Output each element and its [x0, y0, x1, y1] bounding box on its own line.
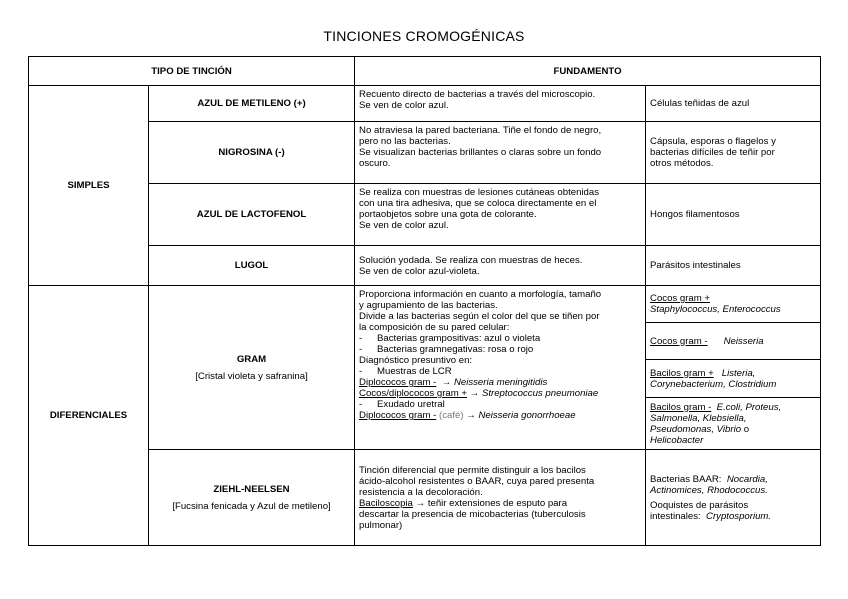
result-cell [646, 184, 821, 246]
result-cell [646, 360, 821, 398]
fund-line: No atraviesa la pared bacteriana. Tiñe el fondo de negro, [359, 125, 602, 136]
fund-line: Diagnóstico presuntivo en: [359, 355, 473, 366]
result-text: Cápsula, esporas o flagelos y [650, 136, 776, 147]
fund-line: Proporciona información en cuanto a morfología, tamaño [359, 289, 602, 300]
fund-line: Se realiza con muestras de lesiones cutáneas obtenidas [359, 187, 600, 198]
result-cell [646, 122, 821, 184]
organism: Cryptosporium. [706, 510, 772, 522]
fund-line: oscuro. [359, 158, 391, 169]
result-head: Cocos gram + [650, 293, 710, 304]
organism: Neisseria gonorrhoeae [478, 410, 576, 421]
fund-line [359, 498, 641, 509]
fund-line: Se ven de color azul-violeta. [359, 265, 480, 277]
result-text: Células teñidas de azul [650, 98, 750, 109]
result-cell [646, 246, 821, 286]
fund-line: Recuento directo de bacterias a través del microscopio. [359, 89, 596, 100]
stains-table [28, 56, 821, 546]
dip2-label: Diplococos gram - [359, 410, 437, 421]
stain-name [149, 122, 355, 184]
result-head: Bacilos gram - [650, 401, 712, 413]
fund-line [359, 410, 641, 421]
baciloscopia-label: Baciloscopia [359, 497, 413, 509]
fund-bullet [359, 399, 641, 410]
result-cell [646, 323, 821, 360]
fundamento-cell [355, 286, 646, 450]
fund-line: Tinción diferencial que permite distinguir a los bacilos [359, 464, 586, 476]
stain-name [149, 286, 355, 450]
fund-line [359, 388, 641, 399]
fundamento-cell [355, 86, 646, 122]
category-simples: SIMPLES [29, 86, 149, 286]
bullet-text: Bacterias gramnegativas: rosa o rojo [377, 344, 534, 355]
stain-name [149, 86, 355, 122]
bullet-text: Exudado uretral [377, 399, 445, 410]
fund-text: teñir extensiones de esputo para [427, 497, 568, 509]
fund-line: la composición de su pared celular: [359, 322, 510, 333]
result-text: bacterias difíciles de teñir por [650, 147, 775, 158]
organism: Neisseria meningitidis [453, 377, 548, 388]
fund-line: Se visualizan bacterias brillantes o claras sobre un fondo [359, 147, 602, 158]
stain-nigrosina: NIGROSINA (-) [218, 147, 285, 158]
fund-line: ácido-alcohol resistentes o BAAR, cuya pared presenta [359, 475, 595, 487]
organism: Listeria, [721, 367, 756, 379]
arrow-icon: → [469, 388, 480, 399]
fundamento-cell [355, 122, 646, 184]
page-title: TINCIONES CROMOGÉNICAS [323, 28, 525, 44]
organism: Helicobacter [650, 434, 704, 446]
fund-bullet [359, 333, 641, 344]
header-row [29, 57, 821, 86]
fund-bullet [359, 366, 641, 377]
organism: Streptococcus pneumoniae [481, 388, 599, 399]
result-cell [646, 86, 821, 122]
fundamento-cell [355, 246, 646, 286]
dip1-label: Diplococos gram - [359, 377, 437, 388]
fund-line: y agrupamiento de las bacterias. [359, 300, 498, 311]
fund-line: con una tira adhesiva, que se coloca directamente en el [359, 198, 597, 209]
result-text: Ooquistes de parásitos [650, 499, 749, 511]
arrow-icon: → [441, 377, 452, 388]
stain-name [149, 184, 355, 246]
header-fundamento: FUNDAMENTO [355, 57, 821, 86]
fundamento-cell [355, 184, 646, 246]
result-text: Hongos filamentosos [650, 209, 740, 220]
fund-line: Divide a las bacterias según el color del que se tiñen por [359, 311, 600, 322]
result-head: Cocos gram - [650, 335, 708, 347]
fund-line: Solución yodada. Se realiza con muestras de heces. [359, 254, 583, 266]
fund-line: resistencia a la decoloración. [359, 486, 483, 498]
organism: Nocardia, [726, 473, 768, 485]
bullet-text: Muestras de LCR [377, 366, 452, 377]
result-text: Parásitos intestinales [650, 260, 741, 271]
bullet-dash: - [359, 399, 363, 410]
bullet-dash: - [359, 366, 363, 377]
result-text: o [743, 423, 750, 435]
header-tipo: TIPO DE TINCIÓN [29, 57, 355, 86]
result-text: otros métodos. [650, 158, 714, 169]
bullet-dash: - [359, 344, 363, 355]
organism: Neisseria [723, 335, 764, 347]
fund-line: portaobjetos sobre una gota de colorante. [359, 209, 537, 220]
table-row [29, 286, 821, 323]
fund-bullet [359, 344, 641, 355]
stain-gram: GRAM [236, 353, 267, 365]
stain-gram-reagents: [Cristal violeta y safranina] [195, 370, 308, 382]
result-head: intestinales: [650, 510, 701, 522]
organism: Pseudomonas, Vibrio [650, 423, 742, 435]
organism: Corynebacterium, Clostridium [650, 378, 777, 390]
stain-name [149, 246, 355, 286]
fundamento-cell [355, 450, 646, 546]
organism: E.coli, Proteus, [716, 401, 782, 413]
fund-line: Se ven de color azul. [359, 220, 449, 231]
cocos-label: Cocos/diplococos gram + [359, 388, 467, 399]
fund-line: Se ven de color azul. [359, 100, 449, 111]
result-cell [646, 450, 821, 546]
table-row [29, 86, 821, 122]
fund-line: pero no las bacterias. [359, 136, 451, 147]
bullet-text: Bacterias grampositivas: azul o violeta [377, 333, 541, 344]
result-head: Bacilos gram + [650, 367, 714, 379]
organism: Salmonella, Klebsiella, [650, 412, 747, 424]
stain-ziehl-reagents: [Fucsina fenicada y Azul de metileno] [172, 500, 331, 512]
arrow-icon: → [466, 410, 476, 421]
result-cell [646, 286, 821, 323]
stain-lugol: LUGOL [234, 260, 269, 271]
arrow-icon: → [415, 497, 426, 509]
fund-line: descartar la presencia de micobacterias (tuberculosis [359, 508, 586, 520]
organism: Staphylococcus, Enterococcus [650, 304, 781, 315]
organism: Actinomices, Rhodococcus. [650, 484, 768, 496]
result-cell [646, 398, 821, 450]
stain-ziehl: ZIEHL-NEELSEN [213, 483, 290, 495]
stain-name [149, 450, 355, 546]
stain-azul-metileno: AZUL DE METILENO (+) [197, 98, 306, 109]
fund-line: pulmonar) [359, 519, 403, 531]
category-diferenciales: DIFERENCIALES [29, 286, 149, 546]
bullet-dash: - [359, 333, 363, 344]
cafe-note: (café) [439, 410, 464, 421]
stain-lactofenol: AZUL DE LACTOFENOL [196, 209, 307, 220]
fund-line [359, 377, 641, 388]
result-head: Bacterias BAAR: [650, 473, 722, 485]
